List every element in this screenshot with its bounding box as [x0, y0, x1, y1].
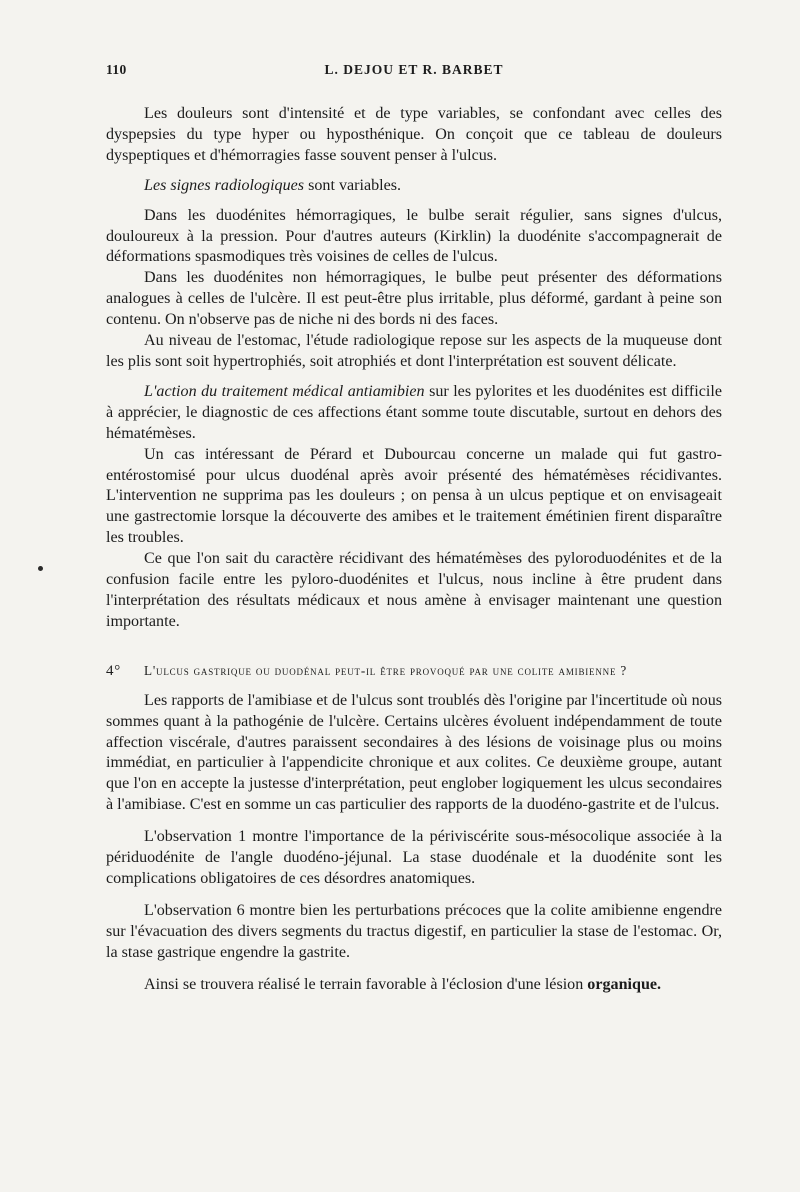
paragraph-6: [106, 382, 722, 445]
paragraph-2-rest: sont variables.: [304, 176, 402, 194]
paragraph-8: Ce que l'on sait du caractère récidivant des hématémèses des pyloroduodénites et de la confusion facile entre les pyloro-duodénites et l'ulcus, nous incline à être prudent dans l'interprétation des résultats médicaux et nous amène à envisager maintenant une question importante.: [106, 550, 722, 630]
paragraph-6-rest: sur les pylorites et les duodénites est difficile à apprécier, le diagnostic de ces affections étant somme toute discutable, surtout en dehors des hématémèses.: [106, 382, 722, 442]
paragraph-12-start: Ainsi se trouvera réalisé le terrain favorable à l'éclosion d'une lésion: [144, 975, 588, 993]
paragraph-3: Dans les duodénites hémorragiques, le bulbe serait régulier, sans signes d'ulcus, douloureux à la pression. Pour d'autres auteurs (Kirklin) la duodénite s'accompagnerait de déformations spasmodiques très voisines de celles de l'ulcus.: [106, 206, 722, 266]
running-title: L. DEJOU ET R. BARBET: [324, 62, 504, 77]
paragraph-1: Les douleurs sont d'intensité et de type variables, se confondant avec celles des dyspepsies du type hyper ou hyposthénique. On conçoit que ce tableau de douleurs dyspeptiques et d'hémorragies fasse souvent penser à l'ulcus.: [106, 105, 722, 164]
body-text: [106, 104, 722, 996]
paragraph-2-lead: Les signes radiologiques: [144, 176, 305, 194]
book-page: [106, 62, 722, 1162]
section-title: L'ulcus gastrique ou duodénal peut-il être provoqué par une colite amibienne ?: [144, 662, 627, 678]
paragraph-9: Les rapports de l'amibiase et de l'ulcus sont troublés dès l'origine par l'incertitude où nous sommes quant à la pathogénie de l'ulcère. Certains ulcères évoluent indépendamment de toute affection viscérale, d'autres paraissent secondaires à des lésions de voisinage plus ou moins immédiat, en particulier à l'appendicite chronique et aux colites. Ce deuxième groupe, autant que l'on en accepte la justesse d'interprétation, peut englober logiquement les ulcus secondaires à l'amibiase. C'est en somme un cas particulier des rapports de la duodéno-gastrite et de l'ulcus.: [106, 691, 722, 814]
paragraph-4: Dans les duodénites non hémorragiques, le bulbe peut présenter des déformations analogues à celles de l'ulcère. Il est peut-être plus irritable, plus déformé, gardant à peine son contenu. On n'observe pas de niche ni des bords ni des faces.: [106, 269, 722, 329]
paragraph-10: L'observation 1 montre l'importance de la périviscérite sous-mésocolique associée à la périduodénite de l'angle duodéno-jéjunal. La stase duodénale et la duodénite sont les complications obligatoires de ces désordres anatomiques.: [106, 828, 722, 887]
running-head: [106, 62, 722, 84]
page-number: 110: [106, 62, 127, 77]
paragraph-12: [106, 975, 722, 996]
paragraph-5: Au niveau de l'estomac, l'étude radiologique repose sur les aspects de la muqueuse dont les plis sont soit hypertrophiés, soit atrophiés et dont l'interprétation est souvent délicate.: [106, 332, 722, 370]
paragraph-12-end: organique.: [587, 975, 662, 993]
paragraph-6-lead: L'action du traitement médical antiamibien: [144, 382, 425, 400]
paragraph-11: L'observation 6 montre bien les perturbations précoces que la colite amibienne engendre sur l'évacuation des divers segments du tractus digestif, en particulier la stase de l'estomac. Or, la stase gastrique engendre la gastrite.: [106, 901, 722, 961]
section-heading: [106, 661, 722, 681]
paragraph-2: [106, 176, 722, 197]
ink-speck: [38, 566, 43, 571]
section-number: 4°: [106, 662, 122, 679]
paragraph-7: Un cas intéressant de Pérard et Dubourcau concerne un malade qui fut gastro-entérostomisé pour ulcus duodénal après avoir présenté des hématémèses récidivantes. L'intervention ne supprima pas les douleurs ; on pensa à un ulcus peptique et on envisageait une gastrectomie lorsque la découverte des amibes et le traitement émétinien firent disparaître les troubles.: [106, 445, 722, 547]
